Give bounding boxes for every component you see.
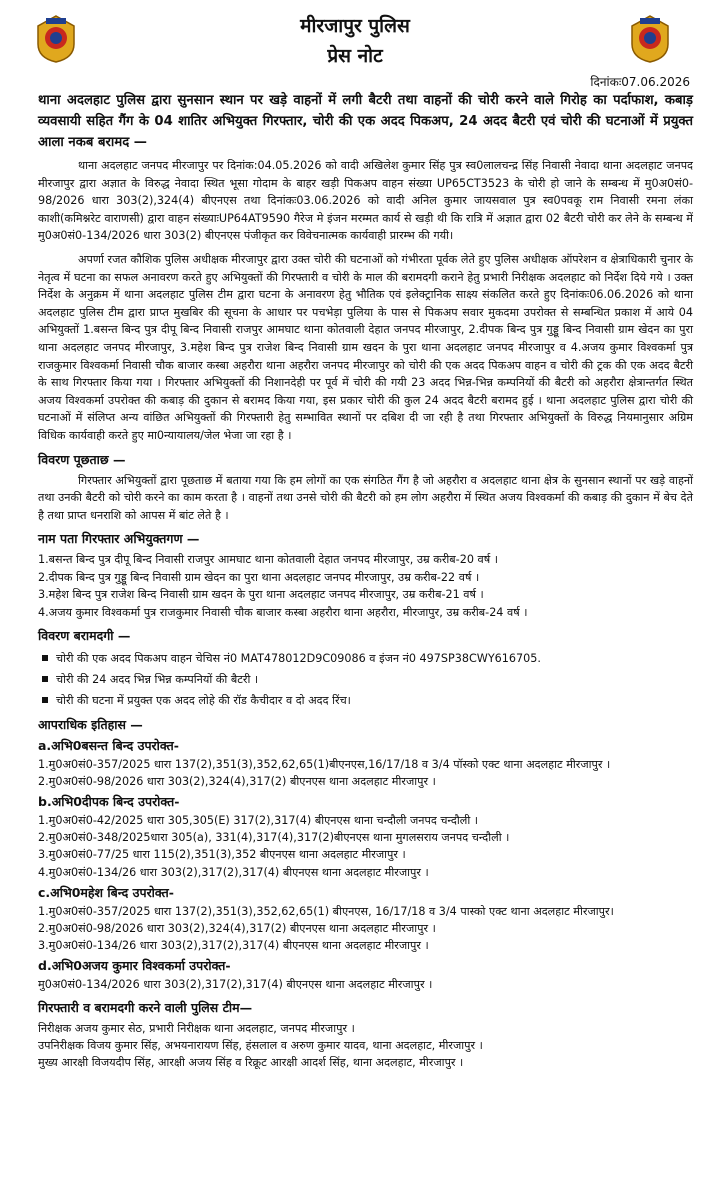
history-line: 2.मु0अ0सं0-98/2026 धारा 303(2),324(4),317(2) बीएनएस थाना अदलहाट मीरजापुर । (38, 922, 436, 936)
recovery-item-text: चोरी की घटना में प्रयुक्त एक अदद लोहे की रॉड कैचीदार व दो अदद रिंच। (56, 693, 351, 707)
up-police-emblem-icon (628, 14, 672, 64)
press-note-header (0, 0, 710, 89)
history-section (38, 737, 693, 994)
press-note-body (38, 90, 693, 1071)
headline: थाना अदलहाट पुलिस द्वारा सुनसान स्थान पर खड़े वाहनों में लगी बैटरी तथा वाहनों की चोरी करने वाले गिरोह का पर्दाफाश, कबाड़ व्यवसायी सहित गैंग के 04 शातिर अभियुक्त गिरफ्तार, चोरी की एक अदद पिकअप, 24 अदद बैटरी एवं चोरी की घटनाओं में प्रयुक्त आला नकब बरामद — (38, 93, 693, 150)
page-title: मीरजापुर पुलिस (300, 15, 410, 37)
interrogation-text: गिरफ्तार अभियुक्तों द्वारा पूछताछ में बताया गया कि हम लोगों का एक संगठित गैंग है जो अहरौरा व अदलहाट थाना क्षेत्र के सुनसान स्थानों पर खड़े वाहनों तथा उनकी बैटरी को चोरी करने का काम करता है । वाहनों तथा उनसे चोरी की बैटरी को हम लोग अहरौरा में स्थित अजय विश्वकर्मा की कबाड़ की दुकान में बेच देते है तथा प्राप्त धनराशि को आपस में बांट लेते है । (38, 473, 693, 522)
history-group-title: d.अभि0अजय कुमार विश्वकर्मा उपरोक्त- (38, 958, 231, 974)
paragraph-case-registration: थाना अदलहाट जनपद मीरजापुर पर दिनांक:04.05.2026 को वादी अखिलेश कुमार सिंह पुत्र स्व0लालचन्द्र सिंह निवासी नेवादा थाना अदलहाट जनपद मीरजापुर द्वारा अज्ञात के विरुद्ध नेवादा स्थित भूसा गोदाम के बाहर खड़ी पिकअप वाहन संख्या UP65CT3523 के चोरी हो जाने के सम्बन्ध में मु0अ0सं0-98/2026 धारा 303(2),324(4) बीएनएस तथा दिनांकः03.06.2026 को वादी अनिल कुमार जायसवाल पुत्र स्व0पवकू राम निवासी रमना लंका काशी(कमिश्नरेट वाराणसी) द्वारा वाहन संख्याःUP64AT9590 गैरेज मे इंजन मरम्मत कार्य से खड़ी थी कि रात्रि में अज्ञात द्वारा 02 बैटरी चोरी कर लेने के सम्बन्ध में मु0अ0सं0-134/2026 धारा 303(2) बीएनएस पंजीकृत कर विवेचनात्मक कार्यवाही प्रारम्भ की गयी। (38, 159, 693, 243)
bullet-icon (42, 697, 48, 703)
history-group-title: b.अभि0दीपक बिन्द उपरोक्त- (38, 794, 180, 810)
arrested-item: 1.बसन्त बिन्द पुत्र दीपू बिन्द निवासी राजपुर आमघाट थाना कोतवाली देहात जनपद मीरजापुर, उम्र करीब-20 वर्ष । (38, 553, 498, 567)
history-line: 3.मु0अ0सं0-77/25 धारा 115(2),351(3),352 बीएनएस थाना अदलहाट मीरजापुर । (38, 848, 406, 862)
recovery-item (56, 690, 693, 711)
history-line: 1.मु0अ0सं0-357/2025 धारा 137(2),351(3),352,62,65(1) बीएनएस, 16/17/18 व 3/4 पास्को एक्ट थाना अदलहाट मीरजापुर। (38, 904, 614, 918)
history-line: 1.मु0अ0सं0-42/2025 धारा 305,305(E) 317(2),317(4) बीएनएस थाना चन्दौली जनपद चन्दौली । (38, 814, 479, 828)
arrested-item: 2.दीपक बिन्द पुत्र गुड्डू बिन्द निवासी ग्राम खेदन का पुरा थाना अदलहाट जनपद मीरजापुर, उम्र करीब-22 वर्ष । (38, 570, 480, 584)
arrested-heading: नाम पता गिरफ्तार अभियुक्तगण — (38, 531, 200, 547)
page-subtitle: प्रेस नोट (327, 45, 383, 67)
team-member-line: उपनिरीक्षक विजय कुमार सिंह, अभयनारायण सिंह, हंसलाल व अरुण कुमार यादव, थाना अदलहाट, मीरजापुर । (38, 1038, 483, 1052)
recovery-item-text: चोरी की 24 अदद भिन्न भिन्न कम्पनियों की बैटरी । (56, 672, 259, 686)
history-group-title: c.अभि0महेश बिन्द उपरोक्त- (38, 884, 174, 900)
bullet-icon (42, 676, 48, 682)
arrested-item: 4.अजय कुमार विश्वकर्मा पुत्र राजकुमार निवासी चौक बाजार कस्बा अहरौरा थाना अहरौरा, मीरजापुर, उम्र करीब-24 वर्ष । (38, 606, 528, 620)
press-note-date: दिनांकः07.06.2026 (590, 75, 690, 89)
history-heading: आपराधिक इतिहास — (38, 716, 143, 732)
team-member-line: निरीक्षक अजय कुमार सेठ, प्रभारी निरीक्षक थाना अदलहाट, जनपद मीरजापुर । (38, 1021, 355, 1035)
history-line: 2.मु0अ0सं0-98/2026 धारा 303(2),324(4),317(2) बीएनएस थाना अदलहाट मीरजापुर । (38, 774, 436, 788)
recovery-item-text: चोरी की एक अदद पिकअप वाहन चेचिस नं0 MAT478012D9C09086 व इंजन नं0 497SP38CWY616705. (56, 651, 541, 665)
team-member-line: मुख्य आरक्षी विजयदीप सिंह, आरक्षी अजय सिंह व रिक्रूट आरक्षी आदर्श सिंह, थाना अदलहाट, मीरजापुर । (38, 1056, 464, 1070)
recovery-item (56, 669, 693, 690)
arrested-item: 3.महेश बिन्द पुत्र राजेश बिन्द निवासी ग्राम खदन के पुरा थाना अदलहाट जनपद मीरजापुर, उम्र करीब-21 वर्ष । (38, 588, 484, 602)
recovery-heading: विवरण बरामदगी — (38, 627, 131, 643)
bullet-icon (42, 655, 48, 661)
history-group-title: a.अभि0बसन्त बिन्द उपरोक्त- (38, 737, 179, 753)
recovery-item (56, 648, 693, 669)
history-line: 2.मु0अ0सं0-348/2025धारा 305(a), 331(4),317(4),317(2)बीएनएस थाना मुगलसराय जनपद चन्दौली । (38, 831, 510, 845)
recovery-list (38, 648, 693, 711)
arrested-list (38, 551, 693, 621)
history-line: 1.मु0अ0सं0-357/2025 धारा 137(2),351(3),352,62,65(1)बीएनएस,16/17/18 व 3/4 पॉस्को एक्ट थाना अदलहाट मीरजापुर । (38, 757, 611, 771)
team-list (38, 1020, 693, 1072)
history-line: मु0अ0सं0-134/2026 धारा 303(2),317(2),317(4) बीएनएस थाना अदलहाट मीरजापुर । (38, 978, 433, 992)
paragraph-arrest-details: अपर्णा रजत कौशिक पुलिस अधीक्षक मीरजापुर द्वारा उक्त चोरी की घटनाओं को गंभीरता पूर्वक लेते हुए पुलिस अधीक्षक ऑपरेशन व क्षेत्राधिकारी चुनार के नेतृत्व में घटना का सफल अनावरण करते हुए अभियुक्तों की गिरफ्तारी व चोरी के माल की बरामदगी कराने हेतु प्रभारी निरीक्षक अदलहाट को निर्देश दिये गये । उक्त निर्देश के अनुक्रम में थाना अदलहाट पुलिस टीम द्वारा घटना के अनावरण हेतु भौतिक एवं इलेक्ट्रानिक साक्ष्य संकलित करते हुए दिनांकः06.06.2026 को थाना अदलहाट पुलिस टीम द्वारा प्राप्त मुखबिर की सूचना के आधार पर पचभेड़ा पुलिया के पास से पिकअप सवार मुकदमा उपरोक्त से सम्बन्धित प्रकाश में आये 04 अभियुक्तों 1.बसन्त बिन्द पुत्र दीपू बिन्द निवासी राजपुर आमघाट थाना कोतवाली देहात जनपद मीरजापुर, 2.दीपक बिन्द पुत्र गुड्डू बिन्द निवासी ग्राम खेदन का पुरा थाना अदलहाट जनपद मीरजापुर, 3.महेश बिन्द पुत्र राजेश बिन्द निवासी ग्राम खदन के पुरा थाना अदलहाट जनपद मीरजापुर व 4.अजय कुमार विश्वकर्मा पुत्र राजकुमार विश्वकर्मा निवासी चौक बाजार कस्बा अहरौरा थाना अहरौरा जनपद मीरजापुर को चोरी की एक अदद पिकअप वाहन व चोरी की ट्रक की एक अदद बैटरी के साथ गिरफ्तार किया गया । गिरफ्तार अभियुक्तों की निशानदेही पर पूर्व में चोरी की गयी 23 अदद भिन्न-भिन्न कम्पनियों की बैटरी को अहरौरा क्षेत्रान्तर्गत स्थित अजय विश्वकर्मा उपरोक्त की कबाड़ की दुकान से बरामद किया गया, इस प्रकार चोरी की कुल 24 अदद बैटरी बरामद हुई । थाना अदलहाट पुलिस द्वारा चोरी की घटनाओं में संलिप्त अन्य वांछित अभियुक्तों की गिरफ्तारी हेतु सम्भावित स्थानों पर दबिश दी जा रही है तथा गिरफ्तार अभियुक्तों के विरुद्ध नियमानुसार अग्रिम विधिक कार्यवाही करते हुए मा0न्यायालय/जेल भेजा जा रहा है । (38, 252, 693, 442)
team-heading: गिरफ्तारी व बरामदगी करने वाली पुलिस टीम— (38, 999, 253, 1015)
history-line: 4.मु0अ0सं0-134/26 धारा 303(2),317(2),317(4) बीएनएस थाना अदलहाट मीरजापुर । (38, 865, 429, 879)
history-line: 3.मु0अ0सं0-134/26 धारा 303(2),317(2),317(4) बीएनएस थाना अदलहाट मीरजापुर । (38, 939, 429, 953)
interrogation-heading: विवरण पूछताछ — (38, 451, 126, 467)
